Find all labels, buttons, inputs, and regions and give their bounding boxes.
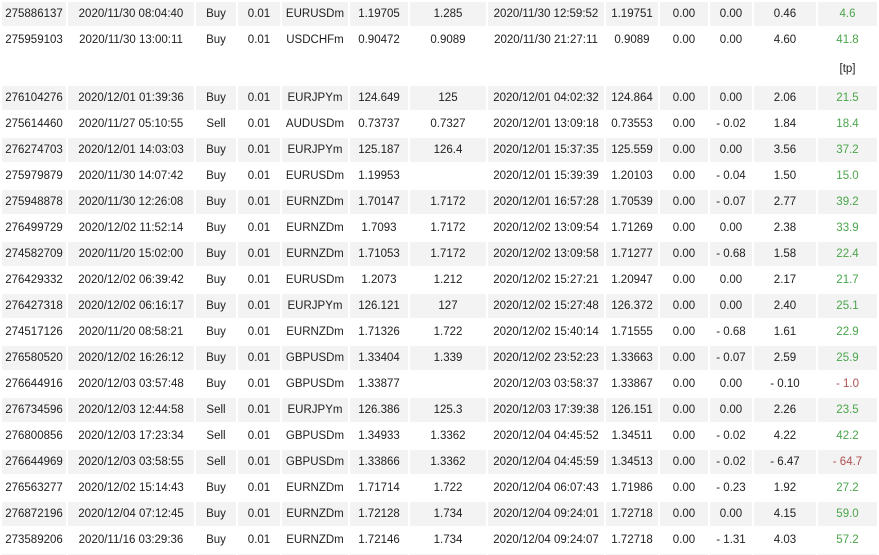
cell-result: [tp] (839, 63, 856, 75)
table-row[interactable] (2, 294, 877, 318)
cell-swap: 0.00 (719, 34, 743, 46)
cell-open-price: 124.649 (350, 86, 408, 110)
cell-stop-loss: 1.285 (410, 2, 486, 26)
table-row[interactable] (2, 346, 877, 370)
cell-result: 41.8 (836, 34, 859, 46)
cell-type: Buy (196, 190, 236, 214)
table-row[interactable] (2, 2, 877, 26)
cell-profit: 4.15 (754, 502, 816, 526)
cell-type: Buy (196, 346, 236, 370)
cell-type: Sell (206, 430, 226, 442)
cell-open-price: 1.70147 (350, 190, 408, 214)
cell-open-price: 1.7093 (361, 222, 397, 234)
cell-symbol: EURUSDm (285, 170, 345, 182)
cell-open-price: 126.121 (350, 294, 408, 318)
cell-swap: 0.00 (710, 138, 752, 162)
cell-close-time: 2020/12/01 15:37:35 (488, 138, 604, 162)
cell-close-price: 1.19751 (606, 2, 658, 26)
cell-stop-loss: 125.3 (410, 398, 486, 422)
cell-commission: 0.00 (672, 170, 696, 182)
table-row[interactable] (2, 268, 877, 292)
cell-swap: 0.00 (719, 274, 743, 286)
cell-order: 274517126 (5, 326, 63, 338)
cell-order: 276872196 (2, 502, 66, 526)
cell-close-price: 0.9089 (614, 34, 650, 46)
cell-result: 15.0 (836, 170, 859, 182)
cell-order: 273589206 (5, 534, 63, 546)
cell-symbol: EURJPYm (282, 86, 348, 110)
cell-order: 276499729 (5, 222, 63, 234)
cell-open-time: 2020/12/04 07:12:45 (68, 502, 194, 526)
cell-stop-loss: 0.7327 (430, 118, 466, 130)
cell-swap: 0.00 (719, 378, 743, 390)
cell-result: 22.4 (818, 242, 877, 266)
cell-type: Buy (196, 86, 236, 110)
cell-order: 275959103 (5, 34, 63, 46)
cell-order: 275979879 (5, 170, 63, 182)
cell-open-time: 2020/11/20 15:02:00 (68, 242, 194, 266)
cell-stop-loss: 0.9089 (430, 34, 466, 46)
cell-open-price: 1.19705 (350, 2, 408, 26)
table-row[interactable] (2, 28, 877, 52)
cell-commission: 0.00 (672, 274, 696, 286)
cell-order: 275886137 (2, 2, 66, 26)
cell-swap: 0.00 (719, 222, 743, 234)
cell-swap: - 0.02 (716, 118, 746, 130)
cell-result: 25.1 (818, 294, 877, 318)
cell-stop-loss: 1.722 (433, 482, 463, 494)
table-row[interactable] (2, 112, 877, 136)
cell-symbol: EURNZDm (282, 502, 348, 526)
cell-close-time: 2020/12/02 15:27:48 (488, 294, 604, 318)
cell-symbol: USDCHFm (286, 34, 344, 46)
cell-symbol: EURUSDm (282, 2, 348, 26)
cell-open-time: 2020/11/30 12:26:08 (68, 190, 194, 214)
cell-order: 275614460 (5, 118, 63, 130)
table-row[interactable] (2, 320, 877, 344)
cell-open-price: 1.33404 (350, 346, 408, 370)
cell-result: 22.9 (836, 326, 859, 338)
cell-symbol: GBPUSDm (282, 450, 348, 474)
cell-open-time: 2020/11/30 14:07:42 (78, 170, 184, 182)
cell-profit: 1.84 (773, 118, 797, 130)
cell-close-time (488, 54, 604, 84)
cell-open-price: 0.73737 (358, 118, 400, 130)
cell-stop-loss: 1.3362 (410, 450, 486, 474)
cell-profit: - 0.10 (770, 378, 800, 390)
cell-size: 0.01 (247, 274, 271, 286)
cell-close-price: 1.34511 (611, 430, 653, 442)
cell-commission: 0.00 (660, 2, 708, 26)
cell-stop-loss: 1.734 (433, 534, 463, 546)
cell-type: Buy (206, 34, 226, 46)
cell-type: Buy (206, 274, 226, 286)
cell-commission: 0.00 (672, 326, 696, 338)
cell-commission: 0.00 (660, 138, 708, 162)
cell-result: 18.4 (836, 118, 859, 130)
cell-stop-loss: 1.3362 (430, 430, 466, 442)
cell-close-price (606, 54, 658, 84)
cell-swap: 0.00 (710, 398, 752, 422)
cell-open-time: 2020/12/03 17:23:34 (78, 430, 184, 442)
cell-symbol: EURNZDm (286, 534, 344, 546)
cell-open-time (68, 54, 194, 84)
cell-size: 0.01 (238, 138, 280, 162)
cell-type: Sell (196, 398, 236, 422)
cell-symbol: AUDUSDm (285, 118, 345, 130)
table-row[interactable] (2, 424, 877, 448)
cell-open-price: 1.72128 (350, 502, 408, 526)
cell-size: 0.01 (238, 86, 280, 110)
cell-stop-loss: 1.339 (410, 346, 486, 370)
cell-size: 0.01 (247, 170, 271, 182)
cell-commission (660, 54, 708, 84)
cell-open-time: 2020/12/01 14:03:03 (68, 138, 194, 162)
cell-type (196, 54, 236, 84)
cell-stop-loss (410, 372, 486, 396)
cell-close-time: 2020/11/30 21:27:11 (494, 34, 598, 46)
cell-open-price: 0.90472 (358, 34, 400, 46)
cell-profit: 4.60 (773, 34, 797, 46)
table-row[interactable] (2, 502, 877, 526)
cell-symbol: EURJPYm (282, 398, 348, 422)
cell-symbol (282, 54, 348, 84)
cell-order: 276580520 (2, 346, 66, 370)
cell-size: 0.01 (238, 190, 280, 214)
table-row[interactable] (2, 528, 877, 552)
cell-open-price: 1.2073 (361, 274, 397, 286)
cell-close-price: 1.70539 (606, 190, 658, 214)
cell-open-time: 2020/11/16 03:29:36 (78, 534, 184, 546)
cell-symbol: EURNZDm (282, 242, 348, 266)
cell-open-price: 1.34933 (358, 430, 400, 442)
cell-symbol: EURJPYm (282, 138, 348, 162)
cell-open-time: 2020/11/30 13:00:11 (79, 34, 183, 46)
cell-stop-loss: 126.4 (410, 138, 486, 162)
cell-open-time: 2020/12/02 06:16:17 (68, 294, 194, 318)
table-row[interactable] (2, 372, 877, 396)
cell-result: 42.2 (836, 430, 859, 442)
cell-size: 0.01 (238, 294, 280, 318)
cell-close-time: 2020/12/04 04:45:52 (493, 430, 599, 442)
table-row-comment[interactable] (2, 54, 877, 84)
cell-close-time: 2020/12/01 04:02:32 (488, 86, 604, 110)
cell-open-price: 1.71326 (358, 326, 400, 338)
cell-open-price: 1.19953 (358, 170, 400, 182)
cell-symbol: EURNZDm (282, 190, 348, 214)
cell-commission: 0.00 (672, 118, 696, 130)
cell-symbol: GBPUSDm (282, 346, 348, 370)
cell-order: 276104276 (2, 86, 66, 110)
cell-swap: 0.00 (710, 2, 752, 26)
cell-order: 276734596 (2, 398, 66, 422)
cell-close-time: 2020/12/04 04:45:59 (488, 450, 604, 474)
cell-result: 4.6 (818, 2, 877, 26)
cell-close-price: 1.34513 (606, 450, 658, 474)
table-row[interactable] (2, 450, 877, 474)
cell-result: 23.5 (818, 398, 877, 422)
cell-type: Buy (206, 378, 226, 390)
cell-type: Sell (196, 450, 236, 474)
cell-profit: 1.92 (773, 482, 797, 494)
cell-open-time: 2020/12/02 06:39:42 (78, 274, 184, 286)
cell-profit: 1.58 (754, 242, 816, 266)
table-row[interactable] (2, 398, 877, 422)
cell-commission: 0.00 (672, 34, 696, 46)
table-row[interactable] (2, 216, 877, 240)
cell-symbol: GBPUSDm (285, 430, 345, 442)
cell-order: 274582709 (2, 242, 66, 266)
cell-close-time: 2020/12/02 15:40:14 (493, 326, 599, 338)
cell-open-time: 2020/12/03 03:57:48 (78, 378, 184, 390)
cell-close-time: 2020/12/04 09:24:07 (493, 534, 599, 546)
cell-order: 276800856 (5, 430, 63, 442)
cell-profit: 2.77 (754, 190, 816, 214)
cell-stop-loss: 1.7172 (410, 242, 486, 266)
cell-profit: 2.38 (773, 222, 797, 234)
cell-close-price: 125.559 (606, 138, 658, 162)
cell-result: 39.2 (818, 190, 877, 214)
cell-swap: - 0.04 (716, 170, 746, 182)
cell-size: 0.01 (238, 242, 280, 266)
cell-close-price: 124.864 (606, 86, 658, 110)
cell-close-price: 1.71269 (611, 222, 653, 234)
cell-commission: 0.00 (660, 502, 708, 526)
cell-size: 0.01 (247, 34, 271, 46)
cell-stop-loss (410, 54, 486, 84)
cell-result: - 64.7 (818, 450, 877, 474)
cell-swap: - 0.02 (716, 430, 746, 442)
cell-size: 0.01 (247, 482, 271, 494)
cell-commission: 0.00 (672, 534, 696, 546)
cell-close-time: 2020/11/30 12:59:52 (488, 2, 604, 26)
table-row[interactable] (2, 242, 877, 266)
cell-size: 0.01 (238, 450, 280, 474)
cell-stop-loss (410, 164, 486, 188)
cell-profit: 1.50 (773, 170, 797, 182)
cell-type: Sell (206, 118, 226, 130)
cell-open-time: 2020/12/03 03:58:55 (68, 450, 194, 474)
cell-close-price: 1.33867 (611, 378, 653, 390)
table-row[interactable] (2, 476, 877, 500)
table-row[interactable] (2, 190, 877, 214)
cell-result: 27.2 (836, 482, 859, 494)
cell-order: 276644916 (5, 378, 63, 390)
table-row[interactable] (2, 138, 877, 162)
cell-commission: 0.00 (660, 398, 708, 422)
cell-size: 0.01 (247, 430, 271, 442)
table-row[interactable] (2, 86, 877, 110)
cell-type: Buy (206, 222, 226, 234)
cell-type: Buy (206, 534, 226, 546)
cell-close-price: 1.20103 (611, 170, 653, 182)
cell-type: Buy (196, 138, 236, 162)
cell-profit: 2.17 (773, 274, 797, 286)
cell-profit: - 6.47 (754, 450, 816, 474)
cell-open-price (350, 54, 408, 84)
cell-symbol: EURUSDm (285, 274, 345, 286)
cell-close-price: 1.71277 (606, 242, 658, 266)
cell-order: 276563277 (5, 482, 63, 494)
cell-swap: - 0.02 (710, 450, 752, 474)
cell-symbol: EURNZDm (286, 326, 344, 338)
cell-close-time: 2020/12/02 13:09:54 (493, 222, 599, 234)
cell-type: Buy (206, 482, 226, 494)
cell-close-time: 2020/12/02 13:09:58 (488, 242, 604, 266)
cell-size: 0.01 (247, 534, 271, 546)
cell-swap (710, 54, 752, 84)
cell-open-price: 1.71714 (358, 482, 400, 494)
cell-open-price: 1.71053 (350, 242, 408, 266)
cell-order (2, 54, 66, 84)
cell-result: - 1.0 (835, 378, 859, 390)
cell-stop-loss: 1.722 (433, 326, 463, 338)
cell-open-time: 2020/11/20 08:58:21 (78, 326, 184, 338)
cell-open-time: 2020/12/03 12:44:58 (68, 398, 194, 422)
cell-close-time: 2020/12/01 13:09:18 (493, 118, 599, 130)
cell-stop-loss: 1.7172 (430, 222, 466, 234)
cell-commission: 0.00 (672, 430, 696, 442)
cell-close-time: 2020/12/02 15:27:21 (493, 274, 599, 286)
cell-open-time: 2020/12/02 11:52:14 (78, 222, 184, 234)
cell-stop-loss: 1.212 (433, 274, 463, 286)
cell-profit: 1.61 (773, 326, 797, 338)
cell-open-time: 2020/12/02 16:26:12 (68, 346, 194, 370)
cell-profit: 2.26 (754, 398, 816, 422)
cell-open-time: 2020/12/02 15:14:43 (78, 482, 184, 494)
cell-close-time: 2020/12/03 17:39:38 (488, 398, 604, 422)
cell-commission: 0.00 (660, 294, 708, 318)
cell-commission: 0.00 (660, 346, 708, 370)
cell-close-price: 1.71555 (611, 326, 653, 338)
cell-close-time: 2020/12/04 09:24:01 (488, 502, 604, 526)
cell-close-price: 1.71986 (611, 482, 653, 494)
cell-result: 21.7 (836, 274, 859, 286)
table-row[interactable] (2, 164, 877, 188)
cell-close-price: 126.151 (606, 398, 658, 422)
cell-type: Buy (196, 502, 236, 526)
cell-type: Buy (196, 294, 236, 318)
cell-open-price: 1.72146 (358, 534, 400, 546)
cell-result: 21.5 (818, 86, 877, 110)
cell-commission: 0.00 (660, 242, 708, 266)
cell-swap: 0.00 (710, 86, 752, 110)
cell-result: 37.2 (818, 138, 877, 162)
cell-swap: - 0.68 (710, 242, 752, 266)
cell-commission: 0.00 (660, 86, 708, 110)
cell-result: 59.0 (818, 502, 877, 526)
cell-swap: - 0.07 (710, 190, 752, 214)
cell-size: 0.01 (238, 502, 280, 526)
cell-type: Buy (206, 170, 226, 182)
cell-open-price: 126.386 (350, 398, 408, 422)
cell-close-price: 126.372 (606, 294, 658, 318)
cell-close-time: 2020/12/01 15:39:39 (493, 170, 599, 182)
cell-swap: - 1.31 (716, 534, 746, 546)
cell-size: 0.01 (238, 346, 280, 370)
cell-profit: 2.59 (754, 346, 816, 370)
cell-profit: 3.56 (754, 138, 816, 162)
cell-profit: 2.40 (754, 294, 816, 318)
cell-size: 0.01 (247, 326, 271, 338)
cell-open-time: 2020/11/27 05:10:55 (78, 118, 184, 130)
cell-open-price: 1.33877 (358, 378, 400, 390)
cell-swap: - 0.23 (716, 482, 746, 494)
cell-result: 25.9 (818, 346, 877, 370)
cell-order: 275948878 (2, 190, 66, 214)
cell-close-price: 1.72718 (611, 534, 653, 546)
cell-order: 276427318 (2, 294, 66, 318)
cell-stop-loss: 1.734 (410, 502, 486, 526)
cell-profit: 4.22 (773, 430, 797, 442)
cell-open-time: 2020/12/01 01:39:36 (68, 86, 194, 110)
cell-profit: 0.46 (754, 2, 816, 26)
cell-size: 0.01 (247, 222, 271, 234)
cell-result: 33.9 (836, 222, 859, 234)
cell-open-price: 125.187 (350, 138, 408, 162)
cell-symbol: EURJPYm (282, 294, 348, 318)
account-history-rows (2, 2, 877, 555)
cell-close-price: 0.73553 (611, 118, 653, 130)
cell-stop-loss: 127 (410, 294, 486, 318)
cell-close-time: 2020/12/04 06:07:43 (493, 482, 599, 494)
cell-stop-loss: 125 (410, 86, 486, 110)
cell-size (238, 54, 280, 84)
cell-profit: 4.03 (773, 534, 797, 546)
cell-symbol: GBPUSDm (285, 378, 345, 390)
cell-close-time: 2020/12/03 03:58:37 (493, 378, 599, 390)
cell-commission: 0.00 (672, 482, 696, 494)
cell-commission: 0.00 (660, 450, 708, 474)
cell-type: Buy (196, 2, 236, 26)
cell-order: 276274703 (2, 138, 66, 162)
cell-type: Buy (206, 326, 226, 338)
cell-commission: 0.00 (672, 378, 696, 390)
cell-close-price: 1.72718 (606, 502, 658, 526)
cell-stop-loss: 1.7172 (410, 190, 486, 214)
cell-swap: 0.00 (710, 502, 752, 526)
cell-swap: - 0.07 (710, 346, 752, 370)
cell-order: 276644969 (2, 450, 66, 474)
cell-profit: 2.06 (754, 86, 816, 110)
cell-swap: 0.00 (710, 294, 752, 318)
cell-open-price: 1.33866 (350, 450, 408, 474)
cell-size: 0.01 (238, 398, 280, 422)
cell-swap: - 0.68 (716, 326, 746, 338)
cell-close-time: 2020/12/02 23:52:23 (488, 346, 604, 370)
cell-result: 57.2 (836, 534, 859, 546)
cell-commission: 0.00 (660, 190, 708, 214)
cell-close-time: 2020/12/01 16:57:28 (488, 190, 604, 214)
cell-type: Buy (196, 242, 236, 266)
cell-symbol: EURNZDm (286, 222, 344, 234)
cell-size: 0.01 (247, 378, 271, 390)
cell-profit (754, 54, 816, 84)
cell-order: 276429332 (5, 274, 63, 286)
cell-open-time: 2020/11/30 08:04:40 (68, 2, 194, 26)
cell-size: 0.01 (247, 118, 271, 130)
cell-close-price: 1.33663 (606, 346, 658, 370)
cell-commission: 0.00 (672, 222, 696, 234)
cell-size: 0.01 (238, 2, 280, 26)
cell-close-price: 1.20947 (611, 274, 653, 286)
cell-symbol: EURNZDm (286, 482, 344, 494)
